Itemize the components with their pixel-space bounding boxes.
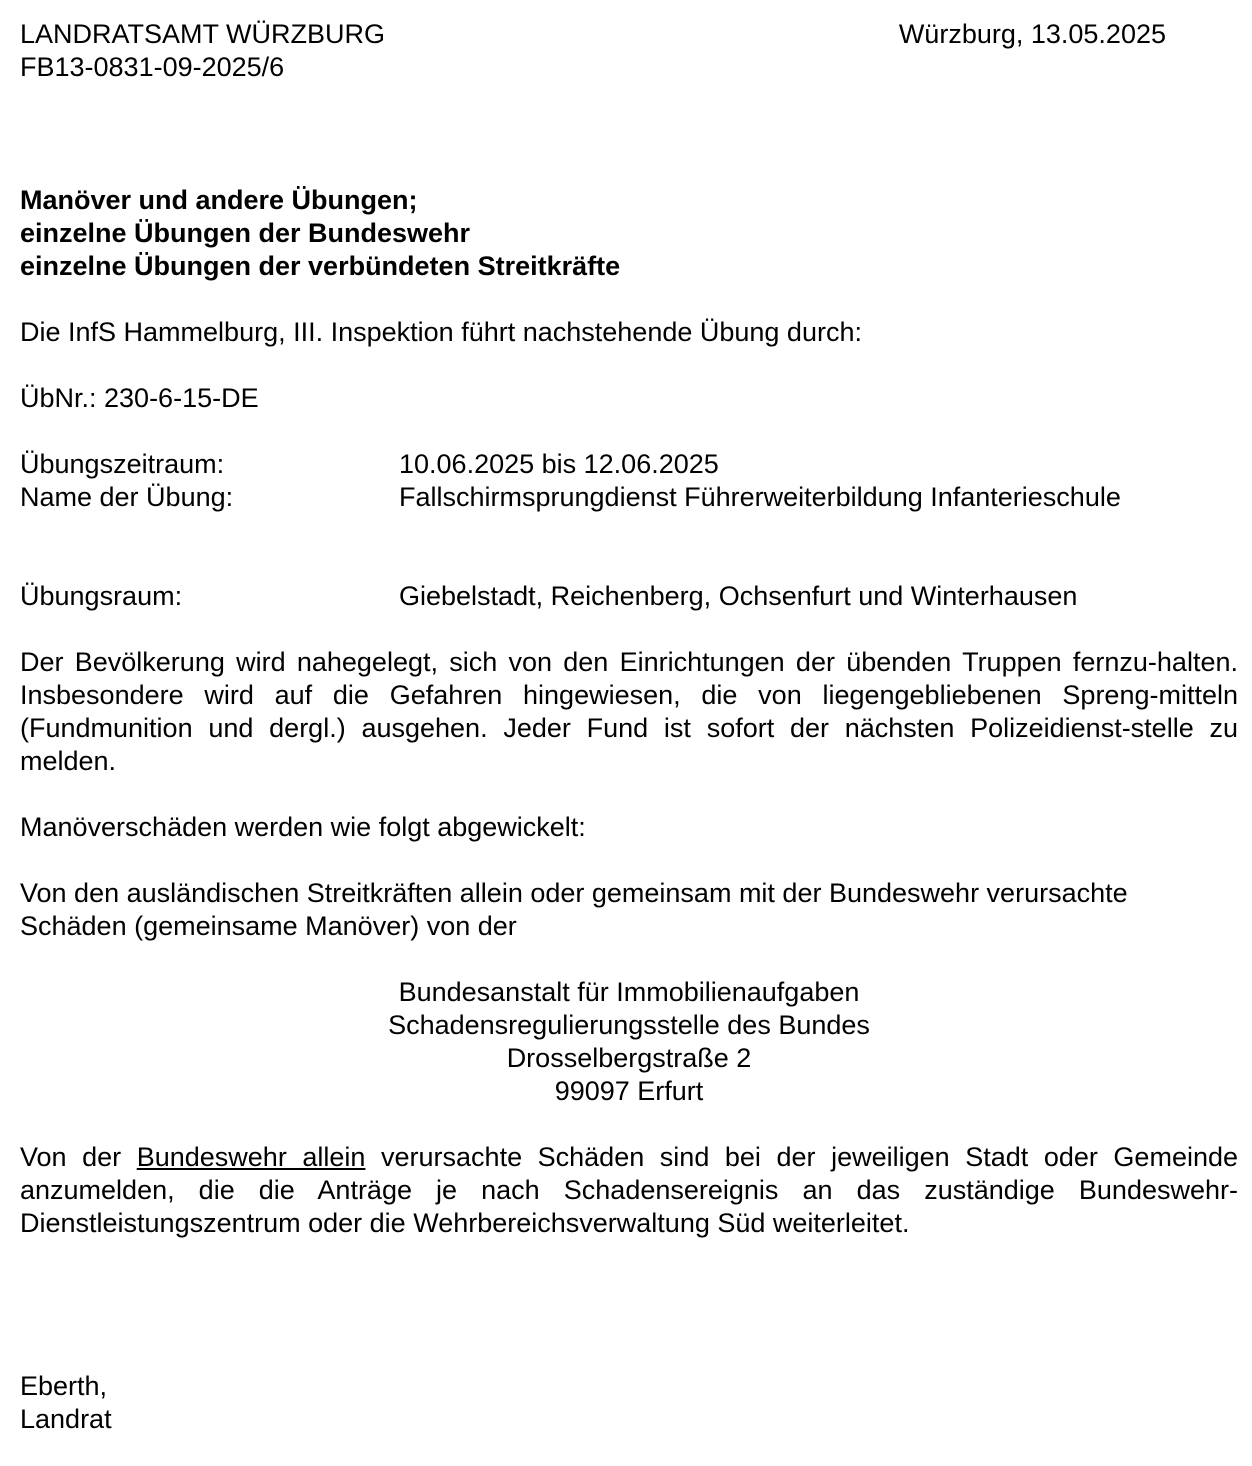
letter-header bbox=[20, 18, 1238, 84]
name-label: Name der Übung: bbox=[20, 482, 234, 512]
area-value: Giebelstadt, Reichenberg, Ochsenfurt und Winterhausen bbox=[399, 581, 1078, 611]
bundeswehr-suffix: verursachte Schäden sind bei der jeweiligen Stadt oder Gemeinde anzumelden, die die Anträge je nach Schadensereignis an das zuständige Bundeswehr-Dienstleistungszentrum oder die Wehrbereichsverwaltung Süd weiterleitet. bbox=[20, 1142, 1239, 1238]
period-row bbox=[20, 448, 1238, 481]
address-line-3: Drosselbergstraße 2 bbox=[506, 1043, 752, 1073]
title-line-3: einzelne Übungen der verbündeten Streitkräfte bbox=[20, 251, 621, 281]
address-line-4: 99097 Erfurt bbox=[554, 1076, 704, 1106]
place-date: Würzburg, 13.05.2025 bbox=[898, 19, 1166, 49]
signature-name: Eberth, bbox=[20, 1371, 108, 1401]
address-line-1: Bundesanstalt für Immobilienaufgaben bbox=[398, 977, 860, 1007]
intro-text: Die InfS Hammelburg, III. Inspektion führt nachstehende Übung durch: bbox=[20, 317, 862, 347]
file-number: FB13-0831-09-2025/6 bbox=[20, 52, 285, 82]
bundeswehr-underlined: Bundeswehr allein bbox=[136, 1142, 366, 1172]
exercise-number: ÜbNr.: 230-6-15-DE bbox=[20, 383, 259, 413]
area-label: Übungsraum: bbox=[20, 581, 183, 611]
period-value: 10.06.2025 bis 12.06.2025 bbox=[399, 449, 719, 479]
address-block bbox=[20, 976, 1238, 1108]
signature-role: Landrat bbox=[20, 1404, 112, 1434]
foreign-forces-text: Von den ausländischen Streitkräften allein oder gemeinsam mit der Bundeswehr verursachte Schäden (gemeinsame Manöver) von der bbox=[20, 878, 1128, 941]
address-line-2: Schadensregulierungsstelle des Bundes bbox=[388, 1010, 870, 1040]
damages-intro: Manöverschäden werden wie folgt abgewickelt: bbox=[20, 812, 586, 842]
area-row bbox=[20, 580, 1238, 613]
name-row bbox=[20, 481, 1238, 514]
bundeswehr-prefix: Von der bbox=[20, 1142, 122, 1172]
title-line-1: Manöver und andere Übungen; bbox=[20, 185, 418, 215]
name-value: Fallschirmsprungdienst Führerweiterbildung Infanterieschule bbox=[399, 482, 1121, 512]
title-line-2: einzelne Übungen der Bundeswehr bbox=[20, 218, 471, 248]
bundeswehr-text bbox=[20, 1141, 1238, 1240]
authority-name: LANDRATSAMT WÜRZBURG bbox=[20, 19, 386, 49]
document-page bbox=[20, 18, 1238, 1436]
header-spacer bbox=[20, 84, 1238, 184]
authority-block bbox=[20, 18, 385, 84]
period-label: Übungszeitraum: bbox=[20, 449, 225, 479]
warning-text: Der Bevölkerung wird nahegelegt, sich von den Einrichtungen der übenden Truppen fernzu-halten. Insbesondere wird auf die Gefahren hingewiesen, die von liegengebliebenen Spreng-mitteln (Fundmunition und dergl.) ausgehen. Jeder Fund ist sofort der nächsten Polizeidienst-stelle zu melden. bbox=[20, 647, 1238, 776]
signature-block bbox=[20, 1370, 1238, 1436]
exercise-details bbox=[20, 448, 1238, 514]
document-title bbox=[20, 184, 1238, 283]
